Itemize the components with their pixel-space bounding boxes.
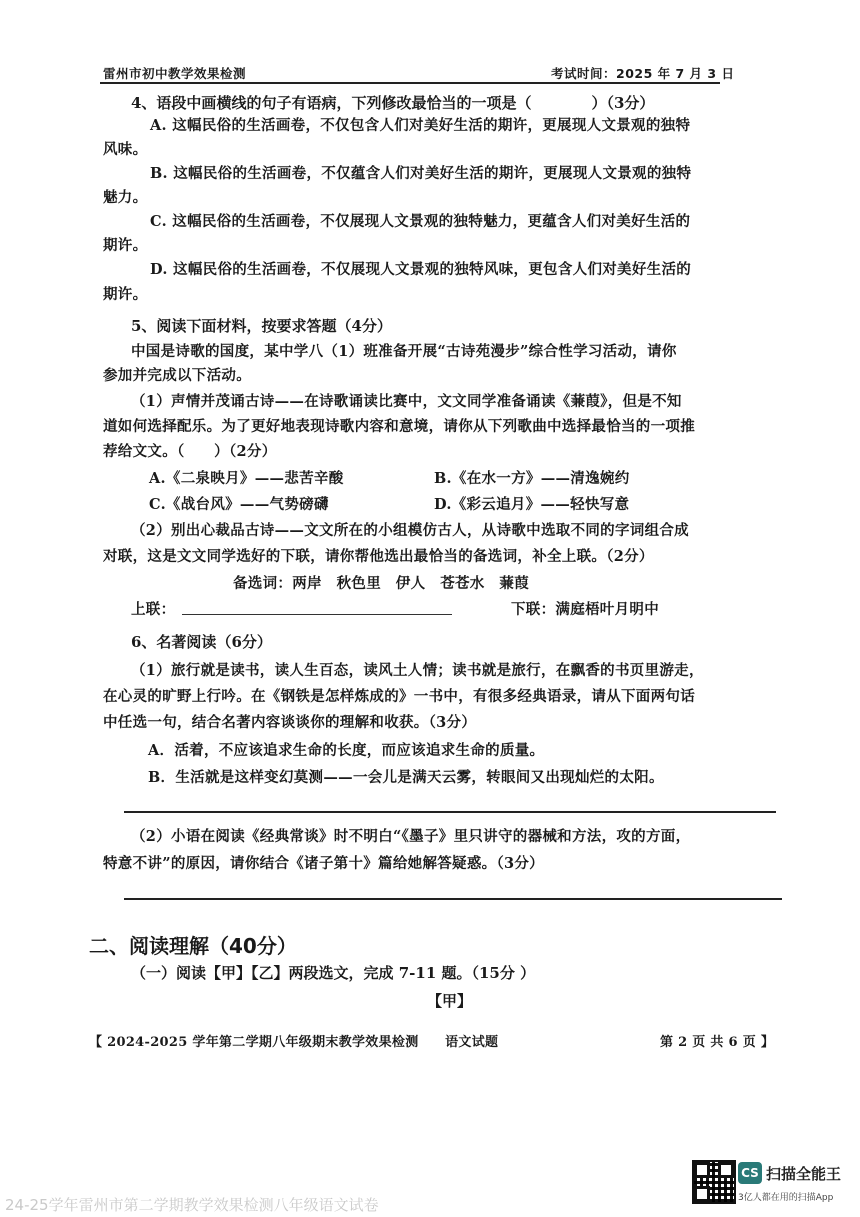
q5-option-c: C.《战台风》——气势磅礴 <box>149 496 329 513</box>
q4-option-c-line1: C. 这幅民俗的生活画卷，不仅展现人文景观的独特魅力，更蕴含人们对美好生活的 <box>150 213 691 230</box>
q6-part1-line1: （1）旅行就是读书，读人生百态，读风土人情；读书就是旅行，在飘香的书页里游走， <box>131 662 704 679</box>
q6-stem: 6、名著阅读（6分） <box>131 633 272 651</box>
q5-option-b: B.《在水一方》——清逸婉约 <box>434 470 630 487</box>
q5-part1-line1: （1）声情并茂诵古诗——在诗歌诵读比赛中，文文同学准备诵读《蒹葭》，但是不知 <box>131 393 682 410</box>
scanner-tagline: 3亿人都在用的扫描App <box>738 1193 834 1203</box>
footer-right: 第 2 页 共 6 页 】 <box>660 1035 775 1050</box>
q5-part1-line2: 道如何选择配乐。为了更好地表现诗歌内容和意境，请你从下列歌曲中选择最恰当的一项推 <box>103 418 695 435</box>
header-right: 考试时间：2025 年 7 月 3 日 <box>551 66 735 81</box>
q5-candidate-words: 备选词：两岸 秋色里 伊人 苍苍水 蒹葭 <box>233 575 529 592</box>
section2-subtitle: （一）阅读【甲】【乙】两段选文，完成 7-11 题。（15分 ） <box>131 964 536 982</box>
q5-option-a: A.《二泉映月》——悲苦辛酸 <box>149 470 344 487</box>
q5-intro-line1: 中国是诗歌的国度，某中学八（1）班准备开展“古诗苑漫步”综合性学习活动，请你 <box>131 343 677 360</box>
q6-part2-line1: （2）小语在阅读《经典常谈》时不明白“《墨子》里只讲守的器械和方法，攻的方面， <box>131 828 691 845</box>
qr-code-icon <box>692 1160 736 1204</box>
section2-title: 二、阅读理解（40分） <box>89 934 297 958</box>
scanner-name: 扫描全能王 <box>766 1165 842 1183</box>
camscanner-logo-icon: CS <box>738 1162 762 1184</box>
q6-part1-line3: 中任选一句，结合名著内容谈谈你的理解和收获。（3分） <box>103 714 477 731</box>
q6-part2-line2: 特意不讲”的原因，请你结合《诸子第十》篇给她解答疑惑。（3分） <box>103 855 544 872</box>
q4-option-a-line1: A. 这幅民俗的生活画卷，不仅包含人们对美好生活的期许，更展现人文景观的独特 <box>150 117 691 134</box>
q5-intro-line2: 参加并完成以下活动。 <box>103 367 251 384</box>
q5-stem: 5、阅读下面材料，按要求答题（4分） <box>131 317 392 335</box>
q6-option-b: B．生活就是这样变幻莫测——一会儿是满天云雾，转眼间又出现灿烂的太阳。 <box>148 769 664 786</box>
header-rule <box>100 82 720 84</box>
q5-part2-line1: （2）别出心裁品古诗——文文所在的小组模仿古人，从诗歌中选取不同的字词组合成 <box>131 522 689 539</box>
q5-part1-line3: 荐给文文。（ ）（2分） <box>103 443 277 460</box>
q5-part2-line2: 对联，这是文文同学选好的下联，请你帮他选出最恰当的备选词，补全上联。（2分） <box>103 548 654 565</box>
q4-option-d-line1: D. 这幅民俗的生活画卷，不仅展现人文景观的独特风味，更包含人们对美好生活的 <box>150 261 692 278</box>
passage-jia-label: 【甲】 <box>427 992 473 1010</box>
q4-option-c-line2: 期许。 <box>103 237 148 254</box>
q5-upper-blank <box>182 614 452 615</box>
q4-option-d-line2: 期许。 <box>103 286 148 303</box>
footer-left: 【 2024-2025 学年第二学期八年级期末教学效果检测 语文试题 <box>89 1035 499 1050</box>
header-left: 雷州市初中教学效果检测 <box>103 66 247 81</box>
q6-answer-line-1 <box>124 811 776 813</box>
q4-option-b-line1: B. 这幅民俗的生活画卷，不仅蕴含人们对美好生活的期许，更展现人文景观的独特 <box>150 165 692 182</box>
q6-answer-line-2 <box>124 898 782 900</box>
q6-part1-line2: 在心灵的旷野上行吟。在《钢铁是怎样炼成的》一书中，有很多经典语录，请从下面两句话 <box>103 688 695 705</box>
q4-stem: 4、语段中画横线的句子有语病，下列修改最恰当的一项是（ ）（3分） <box>131 94 655 112</box>
q5-lower-couplet: 下联：满庭梧叶月明中 <box>511 601 659 618</box>
q4-option-a-line2: 风味。 <box>103 141 148 158</box>
watermark: 24-25学年雷州市第二学期教学效果检测八年级语文试卷 <box>5 1196 379 1214</box>
q4-option-b-line2: 魅力。 <box>103 189 148 206</box>
q5-upper-label: 上联： <box>131 601 176 618</box>
q6-option-a: A．活着，不应该追求生命的长度，而应该追求生命的质量。 <box>148 742 545 759</box>
q5-option-d: D.《彩云追月》——轻快写意 <box>434 496 630 513</box>
